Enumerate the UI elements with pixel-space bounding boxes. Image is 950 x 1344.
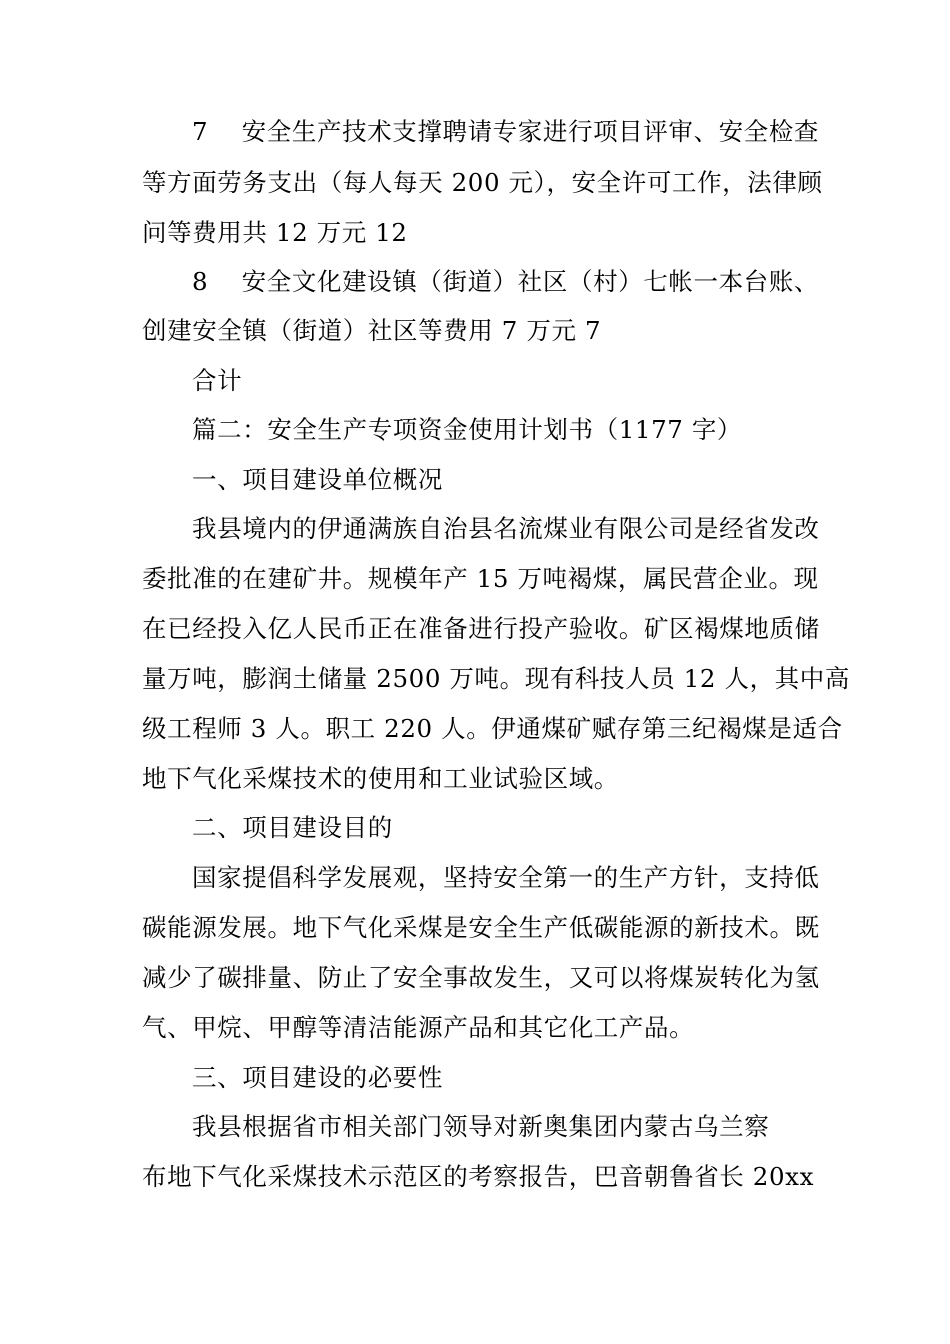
paragraph-2-line-3: 减少了碳排量、防止了安全事故发生，又可以将煤炭转化为氢 xyxy=(142,963,820,992)
paragraph-1-line-2: 委批准的在建矿井。规模年产 15 万吨褐煤，属民营企业。现 xyxy=(142,564,819,593)
section-heading-1: 一、项目建设单位概况 xyxy=(192,465,443,494)
item-8-line-1: 8 安全文化建设镇（街道）社区（村）七帐一本台账、 xyxy=(192,267,819,296)
paragraph-2-line-4: 气、甲烷、甲醇等清洁能源产品和其它化工产品。 xyxy=(142,1013,695,1042)
item-7-line-1: 7 安全生产技术支撑聘请专家进行项目评审、安全检查 xyxy=(192,117,819,146)
item-7-line-3: 问等费用共 12 万元 12 xyxy=(142,218,408,247)
paragraph-3-line-2: 布地下气化采煤技术示范区的考察报告，巴音朝鲁省长 20xx xyxy=(142,1162,814,1191)
paragraph-3-line-1: 我县根据省市相关部门领导对新奥集团内蒙古乌兰察 xyxy=(192,1112,770,1141)
chapter-heading: 篇二：安全生产专项资金使用计划书（1177 字） xyxy=(192,415,743,444)
paragraph-1-line-1: 我县境内的伊通满族自治县名流煤业有限公司是经省发改 xyxy=(192,514,820,543)
paragraph-2-line-2: 碳能源发展。地下气化采煤是安全生产低碳能源的新技术。既 xyxy=(142,913,820,942)
paragraph-1-line-3: 在已经投入亿人民币正在准备进行投产验收。矿区褐煤地质储 xyxy=(142,614,820,643)
paragraph-1-line-6: 地下气化采煤技术的使用和工业试验区域。 xyxy=(142,764,619,793)
total-label: 合计 xyxy=(192,366,243,395)
section-heading-3: 三、项目建设的必要性 xyxy=(192,1063,443,1092)
section-heading-2: 二、项目建设目的 xyxy=(192,813,393,842)
paragraph-1-line-5: 级工程师 3 人。职工 220 人。伊通煤矿赋存第三纪褐煤是适合 xyxy=(142,714,843,743)
item-7-line-2: 等方面劳务支出（每人每天 200 元），安全许可工作，法律顾 xyxy=(142,168,823,197)
item-8-line-2: 创建安全镇（街道）社区等费用 7 万元 7 xyxy=(142,316,602,345)
paragraph-1-line-4: 量万吨，膨润土储量 2500 万吨。现有科技人员 12 人，其中高 xyxy=(142,664,850,693)
paragraph-2-line-1: 国家提倡科学发展观，坚持安全第一的生产方针，支持低 xyxy=(192,863,820,892)
